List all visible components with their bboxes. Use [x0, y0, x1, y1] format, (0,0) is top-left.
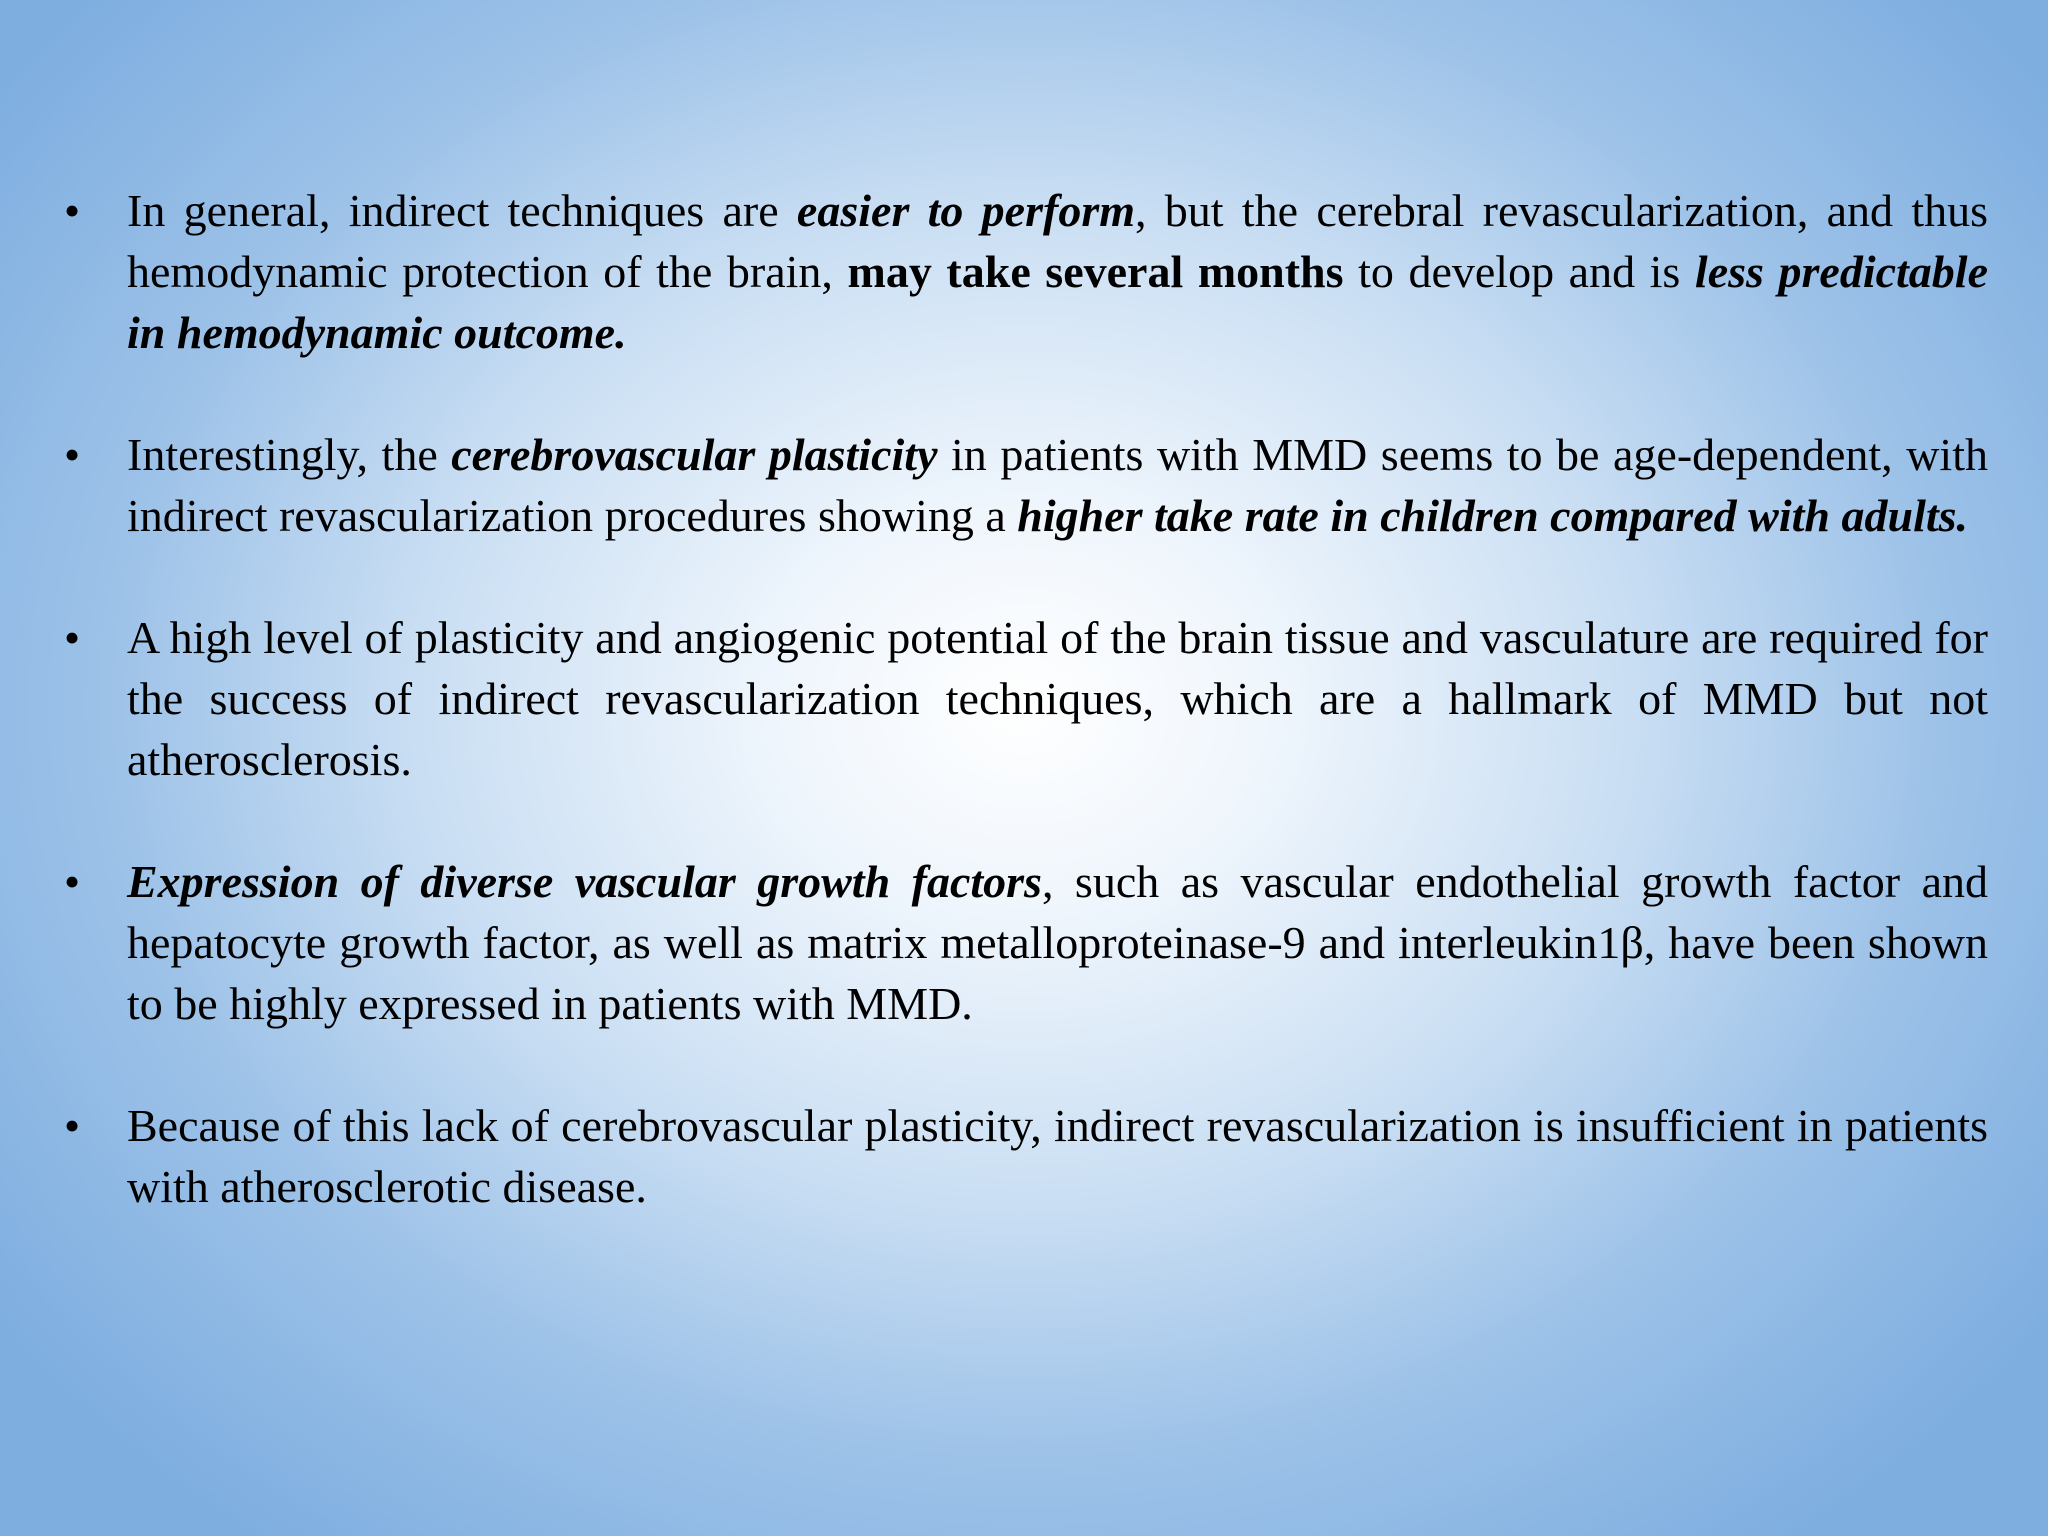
text-segment: , but the cerebral revascularization, and thus hemodynamic protection of the brain, — [127, 185, 1988, 297]
bullet-dot: • — [64, 612, 81, 663]
emphasis-text: Expression of diverse vascular growth factors — [127, 856, 1042, 907]
emphasis-text: easier to perform — [796, 185, 1135, 236]
text-segment: , such as vascular endothelial growth factor and hepatocyte growth factor, as well as matrix metalloproteinase-9 and interleukin1β, have been shown to be highly expressed in patients with MMD. — [127, 856, 1988, 1029]
text-segment: in patients with MMD seems to be age-dependent, with indirect revascularization procedures showing a — [127, 429, 1988, 541]
bold-text: may take several months — [847, 246, 1344, 297]
emphasis-text: cerebrovascular plasticity — [451, 429, 938, 480]
bullet-item-5 — [64, 1095, 1988, 1217]
bullet-list — [64, 180, 1988, 1217]
bullet-dot: • — [64, 1100, 81, 1151]
text-segment: In general, indirect techniques are — [127, 185, 797, 236]
bullet-dot: • — [64, 856, 81, 907]
text-segment: to develop and is — [1343, 246, 1695, 297]
text-segment: Because of this lack of cerebrovascular plasticity, indirect revascularization is insufficient in patients with atherosclerotic disease. — [127, 1100, 1988, 1212]
emphasis-text: higher take rate in children compared with adults. — [1017, 490, 1969, 541]
bullet-item-2 — [64, 424, 1988, 546]
bullet-dot: • — [64, 429, 81, 480]
text-segment: A high level of plasticity and angiogenic potential of the brain tissue and vasculature are required for the success of indirect revascularization techniques, which are a hallmark of MMD but not atherosclerosis. — [127, 612, 1988, 785]
bullet-item-1 — [64, 180, 1988, 363]
bullet-item-4 — [64, 851, 1988, 1034]
text-segment: Interestingly, the — [127, 429, 452, 480]
emphasis-text: less predictable in hemodynamic outcome. — [127, 246, 1988, 358]
bullet-item-3 — [64, 607, 1988, 790]
bullet-dot: • — [64, 185, 81, 236]
